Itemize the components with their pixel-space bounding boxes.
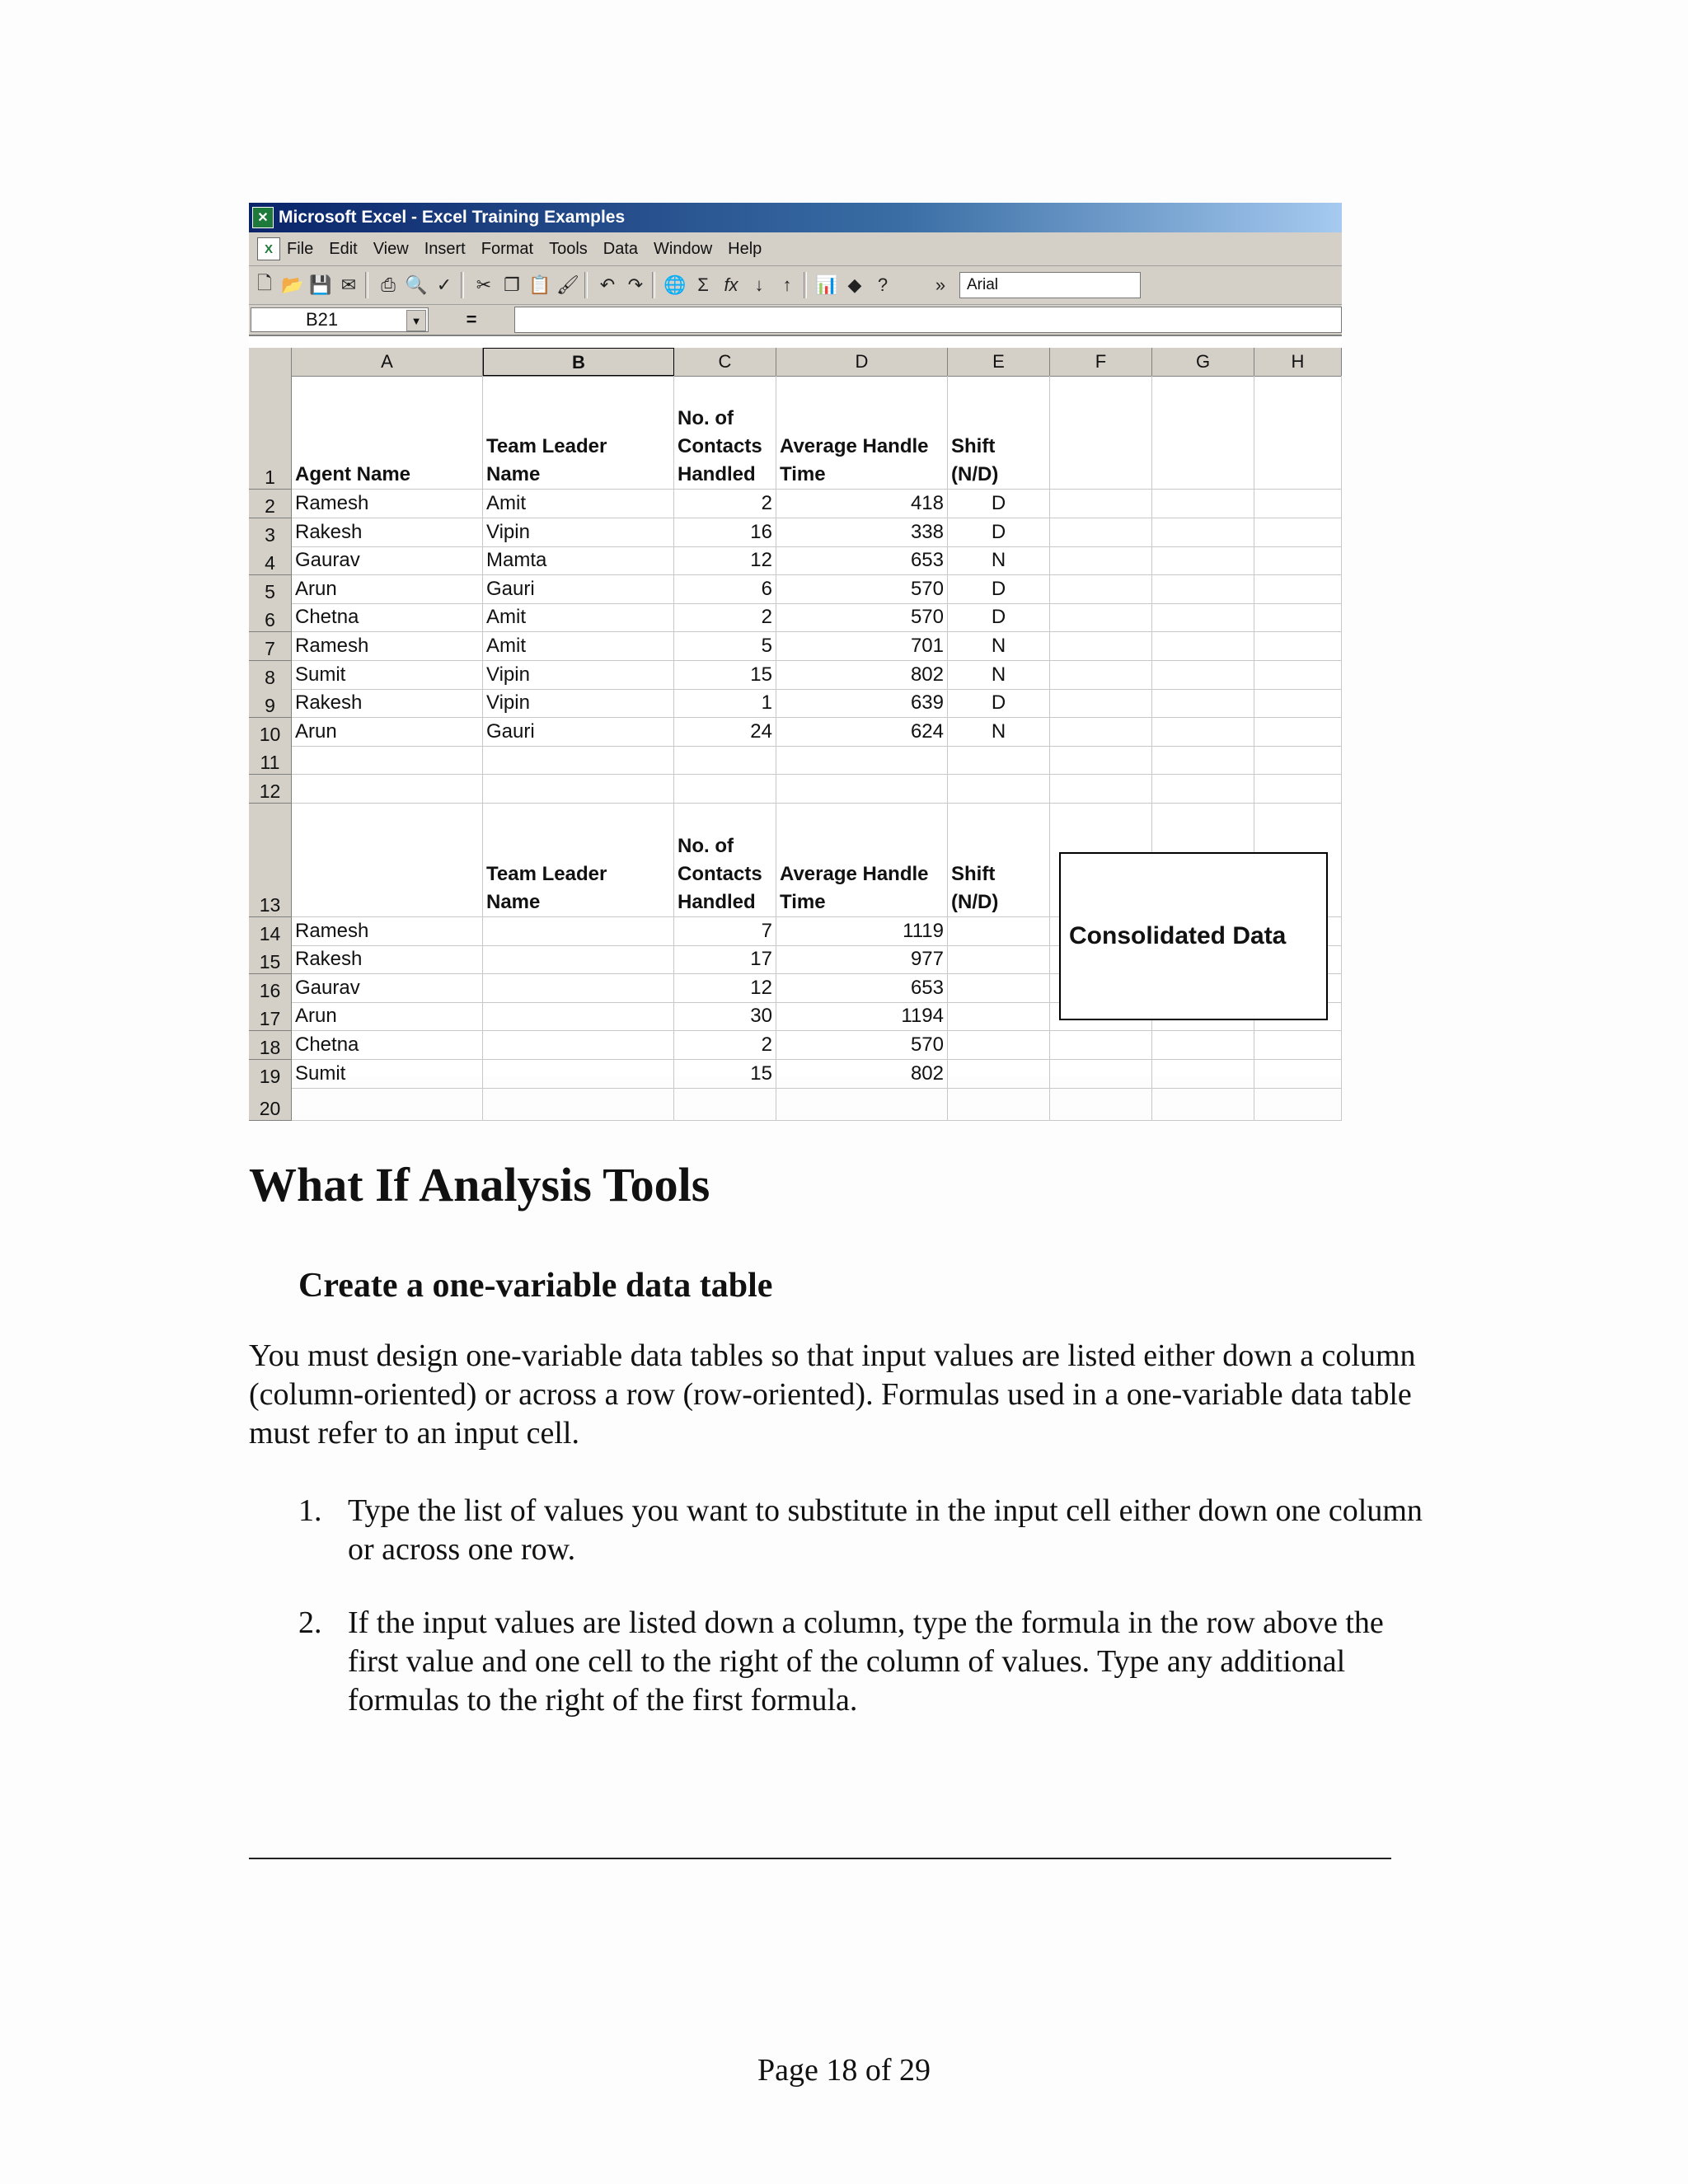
cell[interactable]: 15 — [674, 661, 776, 690]
cell[interactable]: Sumit — [292, 1060, 483, 1089]
format-painter-icon[interactable]: 🖌 — [556, 274, 579, 295]
cell[interactable]: D — [948, 689, 1050, 718]
cell[interactable]: Ramesh — [292, 917, 483, 946]
cell[interactable] — [948, 1060, 1050, 1089]
intro-paragraph: You must design one-variable data tables so that input values are listed either down a column (column-oriented) or across a row (row-oriented). Formulas used in a one-variable data table must refer to an input cell. — [249, 1338, 1416, 1451]
row-header[interactable]: 1 — [249, 376, 292, 490]
section-title: What If Analysis Tools — [249, 1158, 710, 1212]
cell[interactable]: 639 — [776, 689, 948, 718]
menu-help[interactable]: Help — [728, 239, 762, 258]
cell[interactable] — [483, 1002, 674, 1031]
cell[interactable] — [1050, 490, 1152, 518]
menu-view[interactable]: View — [373, 239, 409, 258]
cell[interactable] — [1152, 632, 1254, 661]
cell[interactable]: Chetna — [292, 1031, 483, 1060]
cell[interactable]: Arun — [292, 1002, 483, 1031]
cell[interactable]: Gauri — [483, 575, 674, 604]
cell[interactable]: 1 — [674, 689, 776, 718]
row-header[interactable]: 19 — [249, 1060, 292, 1089]
cell[interactable]: 17 — [674, 945, 776, 974]
cell[interactable] — [1152, 661, 1254, 690]
cell[interactable]: Arun — [292, 718, 483, 747]
chevron-down-icon[interactable]: ▼ — [406, 310, 426, 331]
column-header[interactable]: H — [1254, 348, 1342, 376]
font-name-box[interactable]: Arial — [959, 272, 1141, 298]
row-header[interactable]: 14 — [249, 917, 292, 946]
cell[interactable] — [483, 1031, 674, 1060]
row-header[interactable]: 10 — [249, 718, 292, 747]
header-cell[interactable]: Average Handle Time — [776, 376, 948, 490]
cell[interactable] — [948, 1031, 1050, 1060]
row-header[interactable]: 11 — [249, 746, 292, 775]
column-header[interactable]: B — [483, 348, 674, 376]
undo-icon[interactable]: ↶ — [599, 274, 616, 295]
cell[interactable]: Arun — [292, 575, 483, 604]
cell[interactable]: 570 — [776, 603, 948, 632]
cell[interactable] — [1254, 376, 1342, 490]
cell[interactable] — [1254, 661, 1342, 690]
cell[interactable]: 802 — [776, 661, 948, 690]
print-preview-icon[interactable]: 🔍 — [405, 274, 428, 295]
cell[interactable] — [1152, 546, 1254, 575]
column-header[interactable]: G — [1152, 348, 1254, 376]
cell[interactable]: 7 — [674, 917, 776, 946]
row-header[interactable]: 7 — [249, 632, 292, 661]
row-header[interactable]: 15 — [249, 945, 292, 974]
cell[interactable] — [1050, 1031, 1152, 1060]
cell[interactable]: 624 — [776, 718, 948, 747]
row-header[interactable]: 18 — [249, 1031, 292, 1060]
cell[interactable] — [483, 775, 674, 804]
cell[interactable]: 653 — [776, 546, 948, 575]
cell[interactable] — [674, 1088, 776, 1121]
cell[interactable]: 24 — [674, 718, 776, 747]
hyperlink-icon[interactable]: 🌐 — [663, 274, 687, 295]
menu-window[interactable]: Window — [654, 239, 713, 258]
cell[interactable] — [948, 1002, 1050, 1031]
header-cell[interactable]: Agent Name — [292, 376, 483, 490]
cell[interactable] — [674, 746, 776, 775]
toolbar-more-button[interactable]: » — [935, 274, 946, 295]
cell[interactable]: Vipin — [483, 661, 674, 690]
cell[interactable] — [948, 917, 1050, 946]
cell[interactable]: D — [948, 575, 1050, 604]
header-cell[interactable]: No. of Contacts Handled — [674, 804, 776, 917]
open-icon[interactable]: 📂 — [281, 274, 304, 295]
drawing-icon[interactable]: ◆ — [847, 274, 862, 295]
paste-icon[interactable]: 📋 — [528, 274, 551, 295]
consolidated-data-textbox[interactable]: Consolidated Data — [1059, 852, 1328, 1020]
column-header[interactable]: E — [948, 348, 1050, 376]
cell[interactable] — [1050, 1088, 1152, 1121]
cell[interactable]: 653 — [776, 974, 948, 1003]
row-header[interactable]: 13 — [249, 804, 292, 917]
cell[interactable] — [1254, 575, 1342, 604]
header-cell[interactable]: Shift (N/D) — [948, 804, 1050, 917]
cell[interactable] — [1254, 746, 1342, 775]
cell[interactable]: Rakesh — [292, 689, 483, 718]
cut-icon[interactable]: ✂ — [476, 274, 492, 295]
cell[interactable] — [1254, 518, 1342, 547]
cell[interactable] — [1152, 1088, 1254, 1121]
cell[interactable] — [948, 974, 1050, 1003]
cell[interactable] — [1050, 775, 1152, 804]
cell[interactable]: 977 — [776, 945, 948, 974]
cell[interactable]: 2 — [674, 1031, 776, 1060]
cell[interactable] — [1050, 718, 1152, 747]
row-header[interactable]: 17 — [249, 1002, 292, 1031]
cell[interactable] — [1050, 689, 1152, 718]
cell[interactable] — [1152, 1060, 1254, 1089]
sort-ascending-icon[interactable]: ↓ — [754, 274, 764, 295]
cell[interactable]: 15 — [674, 1060, 776, 1089]
cell[interactable]: D — [948, 490, 1050, 518]
cell[interactable] — [1050, 518, 1152, 547]
cell[interactable]: Ramesh — [292, 490, 483, 518]
cell[interactable]: Vipin — [483, 689, 674, 718]
row-header[interactable]: 4 — [249, 546, 292, 575]
cell[interactable]: 5 — [674, 632, 776, 661]
cell[interactable]: N — [948, 718, 1050, 747]
cell[interactable]: 16 — [674, 518, 776, 547]
menu-format[interactable]: Format — [481, 239, 534, 258]
cell[interactable] — [483, 1060, 674, 1089]
menu-data[interactable]: Data — [603, 239, 639, 258]
cell[interactable]: 2 — [674, 490, 776, 518]
cell[interactable]: N — [948, 661, 1050, 690]
cell[interactable] — [1050, 546, 1152, 575]
row-header[interactable]: 16 — [249, 974, 292, 1003]
column-header[interactable]: F — [1050, 348, 1152, 376]
redo-icon[interactable]: ↷ — [627, 274, 644, 295]
cell[interactable]: 30 — [674, 1002, 776, 1031]
copy-icon[interactable]: ❐ — [504, 274, 520, 295]
cell[interactable] — [1152, 603, 1254, 632]
row-header[interactable]: 3 — [249, 518, 292, 547]
email-icon[interactable]: ✉ — [340, 274, 357, 295]
cell[interactable]: 570 — [776, 1031, 948, 1060]
cell[interactable] — [1254, 1088, 1342, 1121]
cell[interactable]: 2 — [674, 603, 776, 632]
header-cell[interactable]: Shift (N/D) — [948, 376, 1050, 490]
cell[interactable]: Rakesh — [292, 945, 483, 974]
subsection-title: Create a one-variable data table — [298, 1267, 773, 1305]
cell[interactable]: Chetna — [292, 603, 483, 632]
cell[interactable] — [1152, 518, 1254, 547]
cell[interactable] — [483, 746, 674, 775]
list-text: If the input values are listed down a column, type the formula in the row above the first value and one cell to the right of the column of values. Type any additional formulas to the right of the first formula. — [348, 1605, 1384, 1718]
autosum-icon[interactable]: Σ — [697, 274, 709, 295]
cell[interactable] — [1254, 603, 1342, 632]
cell[interactable]: 12 — [674, 546, 776, 575]
cell[interactable] — [1050, 632, 1152, 661]
cell[interactable] — [948, 746, 1050, 775]
cell[interactable] — [1152, 746, 1254, 775]
cell[interactable] — [292, 775, 483, 804]
row-header[interactable]: 2 — [249, 490, 292, 518]
cell[interactable]: 802 — [776, 1060, 948, 1089]
cell[interactable] — [292, 746, 483, 775]
name-box-value: B21 — [306, 309, 339, 330]
column-header[interactable]: A — [292, 348, 483, 376]
cell[interactable]: Rakesh — [292, 518, 483, 547]
row-header[interactable]: 12 — [249, 775, 292, 804]
header-cell[interactable]: No. of Contacts Handled — [674, 376, 776, 490]
excel-app-icon: ✕ — [252, 207, 274, 228]
list-text: Type the list of values you want to substitute in the input cell either down one column or across one row. — [348, 1493, 1423, 1567]
window-title: Microsoft Excel - Excel Training Examples — [279, 208, 626, 227]
spelling-icon[interactable]: ✓ — [436, 274, 452, 295]
cell[interactable] — [1254, 775, 1342, 804]
row-header[interactable]: 5 — [249, 575, 292, 604]
cell[interactable]: 6 — [674, 575, 776, 604]
cell[interactable]: 418 — [776, 490, 948, 518]
row-header[interactable]: 6 — [249, 603, 292, 632]
cell[interactable]: 338 — [776, 518, 948, 547]
cell[interactable]: Vipin — [483, 518, 674, 547]
cell[interactable] — [483, 1088, 674, 1121]
cell[interactable] — [1050, 575, 1152, 604]
page-number: Page 18 of 29 — [757, 2053, 931, 2088]
cell[interactable]: 1119 — [776, 917, 948, 946]
menu-edit[interactable]: Edit — [329, 239, 358, 258]
cell[interactable] — [1152, 775, 1254, 804]
cell[interactable] — [483, 917, 674, 946]
sort-descending-icon[interactable]: ↑ — [782, 274, 792, 295]
list-number: 2. — [298, 1605, 322, 1640]
cell[interactable]: Amit — [483, 490, 674, 518]
row-header[interactable]: 20 — [249, 1088, 292, 1121]
cell[interactable]: D — [948, 518, 1050, 547]
header-cell[interactable] — [292, 804, 483, 917]
cell[interactable] — [1152, 376, 1254, 490]
cell[interactable]: 701 — [776, 632, 948, 661]
list-item — [298, 1604, 1436, 1720]
cell[interactable] — [948, 775, 1050, 804]
cell[interactable] — [1254, 1031, 1342, 1060]
header-cell[interactable]: Team Leader Name — [483, 376, 674, 490]
menu-file[interactable]: File — [287, 239, 314, 258]
list-item — [298, 1492, 1436, 1569]
help-icon[interactable]: ? — [877, 274, 889, 295]
cell[interactable] — [776, 1088, 948, 1121]
cell[interactable] — [948, 945, 1050, 974]
cell[interactable] — [1254, 1060, 1342, 1089]
header-cell[interactable]: Team Leader Name — [483, 804, 674, 917]
cell[interactable]: 1194 — [776, 1002, 948, 1031]
print-icon[interactable]: ⎙ — [381, 274, 396, 295]
cell[interactable]: Sumit — [292, 661, 483, 690]
cell[interactable] — [776, 775, 948, 804]
cell[interactable] — [948, 1088, 1050, 1121]
cell[interactable] — [292, 1088, 483, 1121]
cell[interactable] — [1254, 546, 1342, 575]
cell[interactable]: N — [948, 546, 1050, 575]
cell[interactable] — [1050, 661, 1152, 690]
cell[interactable]: Gaurav — [292, 974, 483, 1003]
cell[interactable]: Amit — [483, 603, 674, 632]
cell[interactable] — [1152, 689, 1254, 718]
list-number: 1. — [298, 1493, 322, 1528]
cell[interactable]: Mamta — [483, 546, 674, 575]
excel-screenshot — [249, 203, 1342, 1119]
cell[interactable] — [1254, 689, 1342, 718]
cell[interactable] — [776, 746, 948, 775]
cell[interactable] — [483, 945, 674, 974]
column-header[interactable]: D — [776, 348, 948, 376]
cell[interactable] — [1050, 1060, 1152, 1089]
cell[interactable]: Gaurav — [292, 546, 483, 575]
row-header[interactable]: 8 — [249, 661, 292, 690]
cell[interactable] — [1254, 490, 1342, 518]
cell[interactable]: Amit — [483, 632, 674, 661]
cell[interactable] — [674, 775, 776, 804]
menu-insert[interactable]: Insert — [424, 239, 466, 258]
cell[interactable] — [1152, 490, 1254, 518]
cell[interactable]: Gauri — [483, 718, 674, 747]
new-icon[interactable]: 🗋 — [257, 273, 272, 293]
edit-formula-button[interactable]: = — [466, 309, 477, 330]
cell[interactable] — [1152, 718, 1254, 747]
function-icon[interactable]: fx — [724, 274, 738, 295]
cell[interactable]: 12 — [674, 974, 776, 1003]
cell[interactable] — [1152, 575, 1254, 604]
cell[interactable] — [1254, 632, 1342, 661]
save-icon[interactable]: 💾 — [309, 274, 332, 295]
cell[interactable]: N — [948, 632, 1050, 661]
cell[interactable]: Ramesh — [292, 632, 483, 661]
cell[interactable] — [483, 974, 674, 1003]
column-header[interactable]: C — [674, 348, 776, 376]
cell[interactable]: 570 — [776, 575, 948, 604]
header-cell[interactable]: Average Handle Time — [776, 804, 948, 917]
cell[interactable]: D — [948, 603, 1050, 632]
chart-wizard-icon[interactable]: 📊 — [815, 274, 838, 295]
workbook-icon[interactable]: X — [257, 237, 280, 260]
cell[interactable] — [1152, 1031, 1254, 1060]
footer-divider — [249, 1858, 1391, 1859]
menu-tools[interactable]: Tools — [549, 239, 588, 258]
cell[interactable] — [1050, 746, 1152, 775]
cell[interactable] — [1050, 603, 1152, 632]
row-header[interactable]: 9 — [249, 689, 292, 718]
cell[interactable] — [1050, 376, 1152, 490]
cell[interactable] — [1254, 718, 1342, 747]
